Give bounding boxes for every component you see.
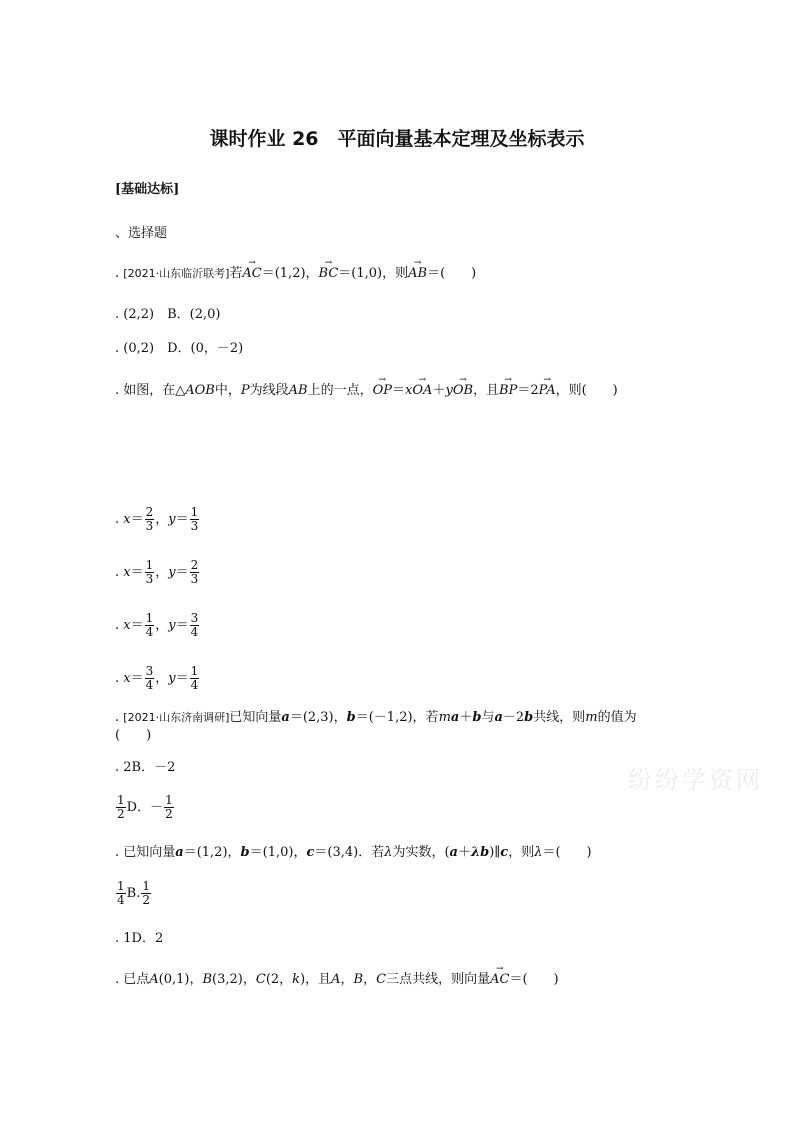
- source-tag: [2021·山东济南调研]: [123, 711, 230, 724]
- vector-pa: → PA: [539, 383, 556, 399]
- q4-options-ab: $\frac{1}{4}$ B. $\frac{1}{2}$: [117, 879, 150, 907]
- subsection-heading: 、选择题: [115, 226, 168, 241]
- q3-options-ab: . 2B．－2: [115, 760, 176, 775]
- vector-ab: → AB: [408, 266, 427, 282]
- question-2: . 如图，在△AOB中，P为线段AB上的一点，→ OP＝x→ OA＋y→ OB，且→ BP＝2→ PA，则( ): [115, 383, 618, 399]
- question-4: . 已知向量a＝(1,2)，b＝(1,0)，c＝(3,4)．若λ为实数，(a＋λb)∥c，则λ＝( ): [115, 845, 592, 860]
- question-3: . [2021·山东济南调研]已知向量a＝(2,3)，b＝(－1,2)，若ma＋b与a－2b共线，则m的值为: [115, 710, 637, 725]
- vector-ob: → OB: [453, 383, 473, 399]
- q3-answer-paren: ( ): [115, 728, 152, 743]
- q1-options-cd: . (0,2) D．(0，－2): [115, 341, 244, 356]
- page-title: 课时作业 26 平面向量基本定理及坐标表示: [209, 128, 585, 150]
- vector-op: → OP: [373, 383, 392, 399]
- vector-oa: → OA: [412, 383, 432, 399]
- q2-option-d: . x＝ $\frac{3}{4}$ ，y＝ $\frac{1}{4}$: [115, 664, 199, 692]
- vector-bc: → BC: [319, 266, 339, 282]
- watermark: 纷纷学资网: [628, 766, 763, 794]
- source-tag: [2021·山东临沂联考]: [123, 267, 230, 280]
- q2-option-a: . x＝ $\frac{2}{3}$ ，y＝ $\frac{1}{3}$: [115, 505, 199, 533]
- q3-options-cd: $\frac{1}{2}$ D．－ $\frac{1}{2}$: [117, 793, 173, 821]
- section-heading: [基础达标]: [115, 182, 180, 197]
- question-5: . 已点A(0,1)，B(3,2)，C(2，k)，且A，B，C三点共线，则向量→ AC＝( ): [115, 972, 559, 988]
- q1-options-ab: . (2,2) B．(2,0): [115, 307, 221, 322]
- question-1: . [2021·山东临沂联考]若→ AC＝(1,2)，→ BC＝(1,0)，则→ AB＝( ): [115, 266, 476, 282]
- q4-options-cd: . 1D．2: [115, 931, 164, 946]
- q2-option-b: . x＝ $\frac{1}{3}$ ，y＝ $\frac{2}{3}$: [115, 558, 199, 586]
- vector-ac: → AC: [242, 266, 261, 282]
- vector-bp: → BP: [499, 383, 517, 399]
- q2-option-c: . x＝ $\frac{1}{4}$ ，y＝ $\frac{3}{4}$: [115, 611, 199, 639]
- vector-ac: → AC: [490, 972, 509, 988]
